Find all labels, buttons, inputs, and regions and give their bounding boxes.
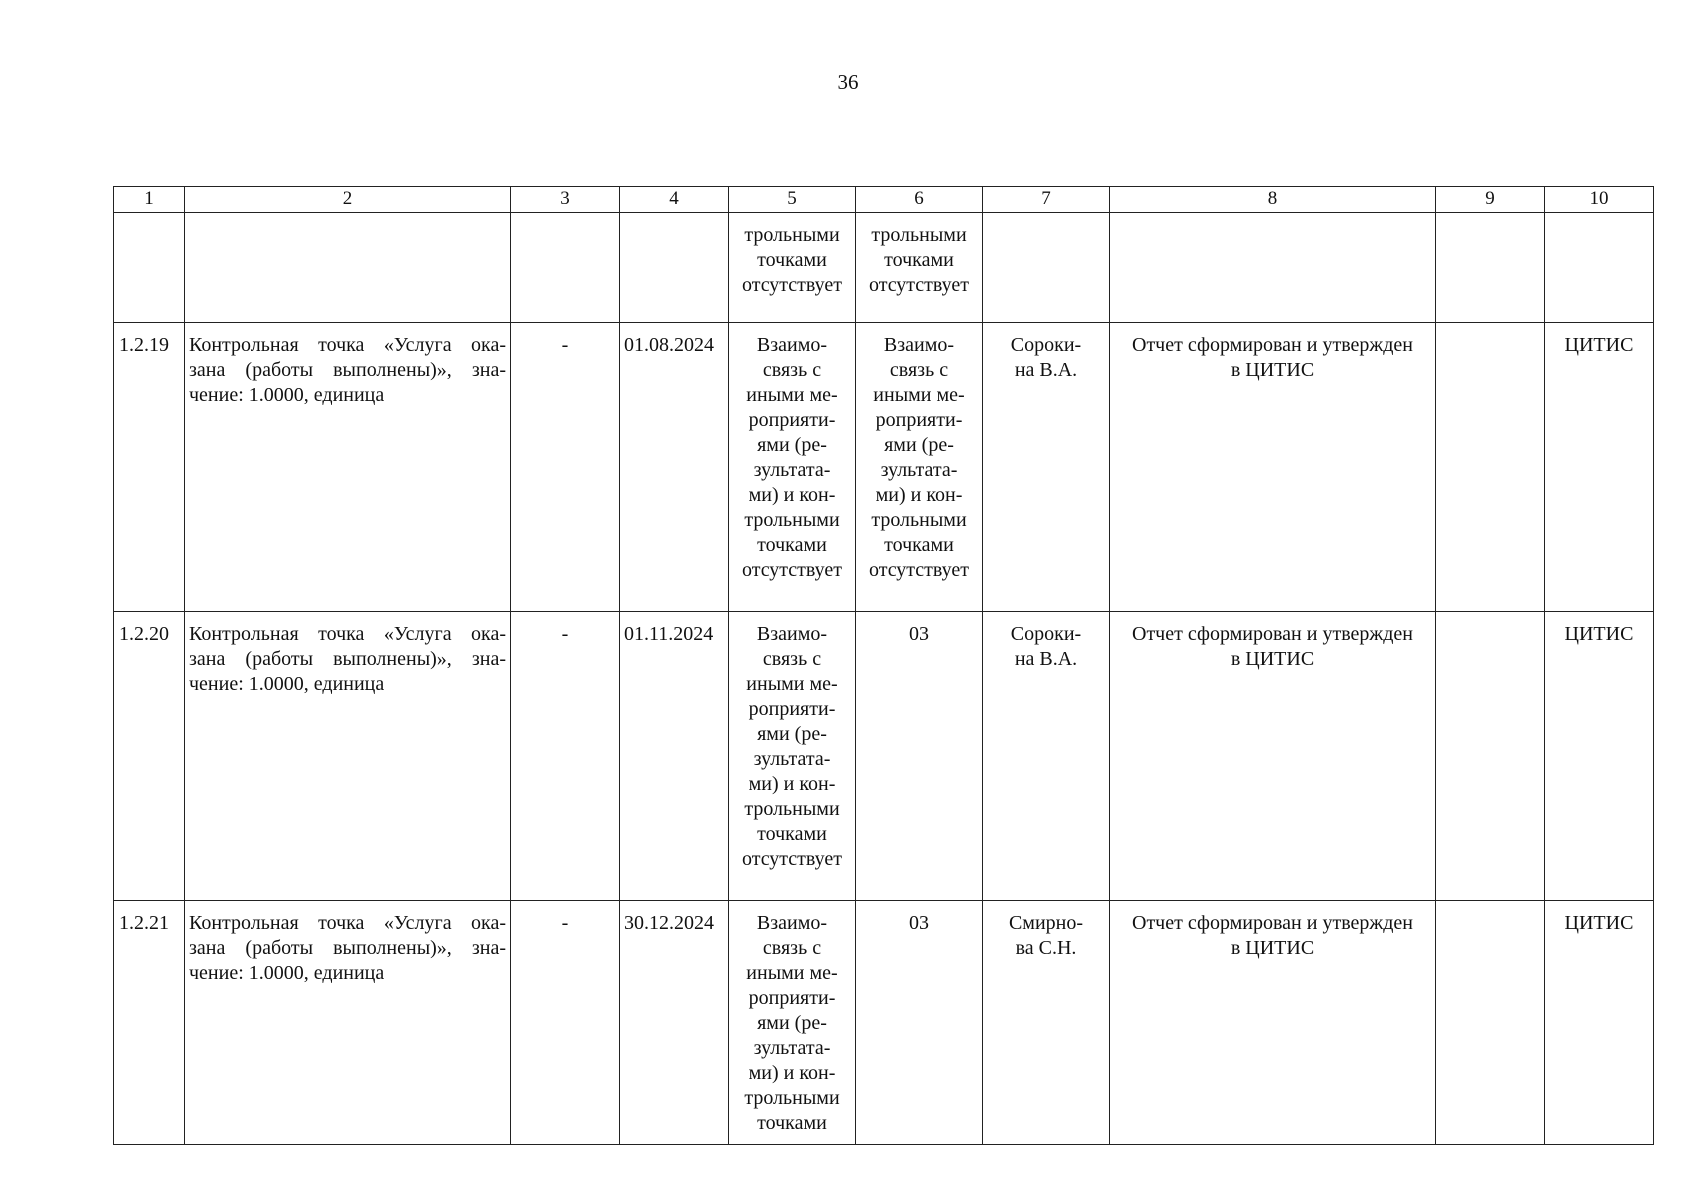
relation-cell xyxy=(856,901,983,1145)
cell-line: зультата- xyxy=(880,459,958,481)
system-cell: ЦИТИС xyxy=(1545,612,1654,901)
cell-line: Контрольная точка «Услуга ока- xyxy=(189,334,506,356)
table-row xyxy=(114,323,1654,612)
cell-line: в ЦИТИС xyxy=(1230,359,1315,381)
cell-line: роприяти- xyxy=(875,409,963,431)
cell-line: связь с xyxy=(762,648,822,670)
column-header: 5 xyxy=(729,187,856,213)
system-cell: ЦИТИС xyxy=(1545,323,1654,612)
system-cell: ЦИТИС xyxy=(1545,901,1654,1145)
cell-line: отсутствует xyxy=(868,559,970,581)
result-cell xyxy=(1110,612,1436,901)
cell-line: иными ме- xyxy=(746,673,838,695)
cell-line: зана (работы выполнены)», зна- xyxy=(189,937,506,959)
relation-cell xyxy=(856,213,983,323)
cell-line: на В.А. xyxy=(1014,648,1078,670)
cell-line: Смирно- xyxy=(1008,912,1084,934)
cell-line: ми) и кон- xyxy=(748,773,836,795)
continuation-row xyxy=(114,213,1654,323)
executor-cell xyxy=(983,901,1110,1145)
cell-line: отсутствует xyxy=(741,274,843,296)
column-header: 1 xyxy=(114,187,185,213)
empty-cell xyxy=(1436,901,1545,1145)
relation-cell xyxy=(729,323,856,612)
cell-line: трольными xyxy=(871,224,967,246)
cell-line: Сороки- xyxy=(1010,334,1082,356)
column-header: 2 xyxy=(185,187,511,213)
cell-line: отсутствует xyxy=(868,274,970,296)
row-number: 1.2.20 xyxy=(114,612,185,901)
cell-line: иными ме- xyxy=(746,384,838,406)
cell-line: зультата- xyxy=(753,1037,831,1059)
cell-line: ва С.Н. xyxy=(1015,937,1077,959)
result-cell xyxy=(1110,323,1436,612)
control-point-name xyxy=(185,323,511,612)
cell-line: чение: 1.0000, единица xyxy=(189,962,385,984)
empty-cell xyxy=(1436,323,1545,612)
table-cell xyxy=(1436,213,1545,323)
relation-cell xyxy=(729,901,856,1145)
table-row xyxy=(114,901,1654,1145)
cell-line: иными ме- xyxy=(873,384,965,406)
control-points-table xyxy=(113,186,1654,1145)
row-number: 1.2.19 xyxy=(114,323,185,612)
cell-line: Отчет сформирован и утвержден xyxy=(1132,912,1413,934)
table-cell xyxy=(1110,213,1436,323)
cell-line: Взаимо- xyxy=(756,623,828,645)
cell-line: трольными xyxy=(871,509,967,531)
column-header: 6 xyxy=(856,187,983,213)
column-header: 3 xyxy=(511,187,620,213)
dash-cell: - xyxy=(511,612,620,901)
cell-line: точками xyxy=(884,534,954,556)
cell-line: ми) и кон- xyxy=(748,484,836,506)
cell-line: роприяти- xyxy=(748,698,836,720)
cell-line: Взаимо- xyxy=(756,912,828,934)
cell-line: Отчет сформирован и утвержден xyxy=(1132,334,1413,356)
column-header: 10 xyxy=(1545,187,1654,213)
cell-line: ями (ре- xyxy=(884,434,954,456)
date-cell: 30.12.2024 xyxy=(620,901,729,1145)
cell-line: Контрольная точка «Услуга ока- xyxy=(189,912,506,934)
cell-line: роприяти- xyxy=(748,409,836,431)
cell-line: точками xyxy=(757,1112,827,1134)
cell-line: трольными xyxy=(744,798,840,820)
empty-cell xyxy=(1436,612,1545,901)
table-cell xyxy=(511,213,620,323)
cell-line: связь с xyxy=(762,937,822,959)
control-point-name xyxy=(185,901,511,1145)
cell-line: зана (работы выполнены)», зна- xyxy=(189,648,506,670)
cell-line: ми) и кон- xyxy=(875,484,963,506)
control-point-name xyxy=(185,612,511,901)
cell-line: точками xyxy=(757,823,827,845)
relation-cell xyxy=(856,323,983,612)
table-cell xyxy=(114,213,185,323)
cell-line: точками xyxy=(884,249,954,271)
column-header: 7 xyxy=(983,187,1110,213)
cell-line: связь с xyxy=(762,359,822,381)
column-number-row xyxy=(114,187,1654,213)
table-cell xyxy=(1545,213,1654,323)
cell-line: ями (ре- xyxy=(757,434,827,456)
cell-line: роприяти- xyxy=(748,987,836,1009)
cell-line: Взаимо- xyxy=(883,334,955,356)
cell-line: в ЦИТИС xyxy=(1230,648,1315,670)
cell-line: точками xyxy=(757,249,827,271)
cell-line: трольными xyxy=(744,509,840,531)
cell-line: ями (ре- xyxy=(757,723,827,745)
dash-cell: - xyxy=(511,323,620,612)
table-cell xyxy=(185,213,511,323)
cell-line: иными ме- xyxy=(746,962,838,984)
table-cell xyxy=(620,213,729,323)
cell-line: отсутствует xyxy=(741,559,843,581)
result-cell xyxy=(1110,901,1436,1145)
relation-cell xyxy=(729,612,856,901)
cell-line: 03 xyxy=(909,912,929,934)
row-number: 1.2.21 xyxy=(114,901,185,1145)
cell-line: точками xyxy=(757,534,827,556)
cell-line: чение: 1.0000, единица xyxy=(189,384,385,406)
cell-line: отсутствует xyxy=(741,848,843,870)
date-cell: 01.08.2024 xyxy=(620,323,729,612)
cell-line: в ЦИТИС xyxy=(1230,937,1315,959)
cell-line: зультата- xyxy=(753,748,831,770)
cell-line: связь с xyxy=(889,359,949,381)
executor-cell xyxy=(983,612,1110,901)
relation-cell xyxy=(729,213,856,323)
cell-line: на В.А. xyxy=(1014,359,1078,381)
cell-line: зультата- xyxy=(753,459,831,481)
cell-line: Отчет сформирован и утвержден xyxy=(1132,623,1413,645)
cell-line: 03 xyxy=(909,623,929,645)
table-row xyxy=(114,612,1654,901)
column-header: 4 xyxy=(620,187,729,213)
cell-line: ями (ре- xyxy=(757,1012,827,1034)
date-cell: 01.11.2024 xyxy=(620,612,729,901)
relation-cell xyxy=(856,612,983,901)
column-header: 8 xyxy=(1110,187,1436,213)
dash-cell: - xyxy=(511,901,620,1145)
cell-line: Сороки- xyxy=(1010,623,1082,645)
cell-line: зана (работы выполнены)», зна- xyxy=(189,359,506,381)
executor-cell xyxy=(983,323,1110,612)
cell-line: Взаимо- xyxy=(756,334,828,356)
table-cell xyxy=(983,213,1110,323)
cell-line: чение: 1.0000, единица xyxy=(189,673,385,695)
cell-line: Контрольная точка «Услуга ока- xyxy=(189,623,506,645)
column-header: 9 xyxy=(1436,187,1545,213)
cell-line: ми) и кон- xyxy=(748,1062,836,1084)
cell-line: трольными xyxy=(744,224,840,246)
page-number: 36 xyxy=(837,70,859,94)
cell-line: трольными xyxy=(744,1087,840,1109)
